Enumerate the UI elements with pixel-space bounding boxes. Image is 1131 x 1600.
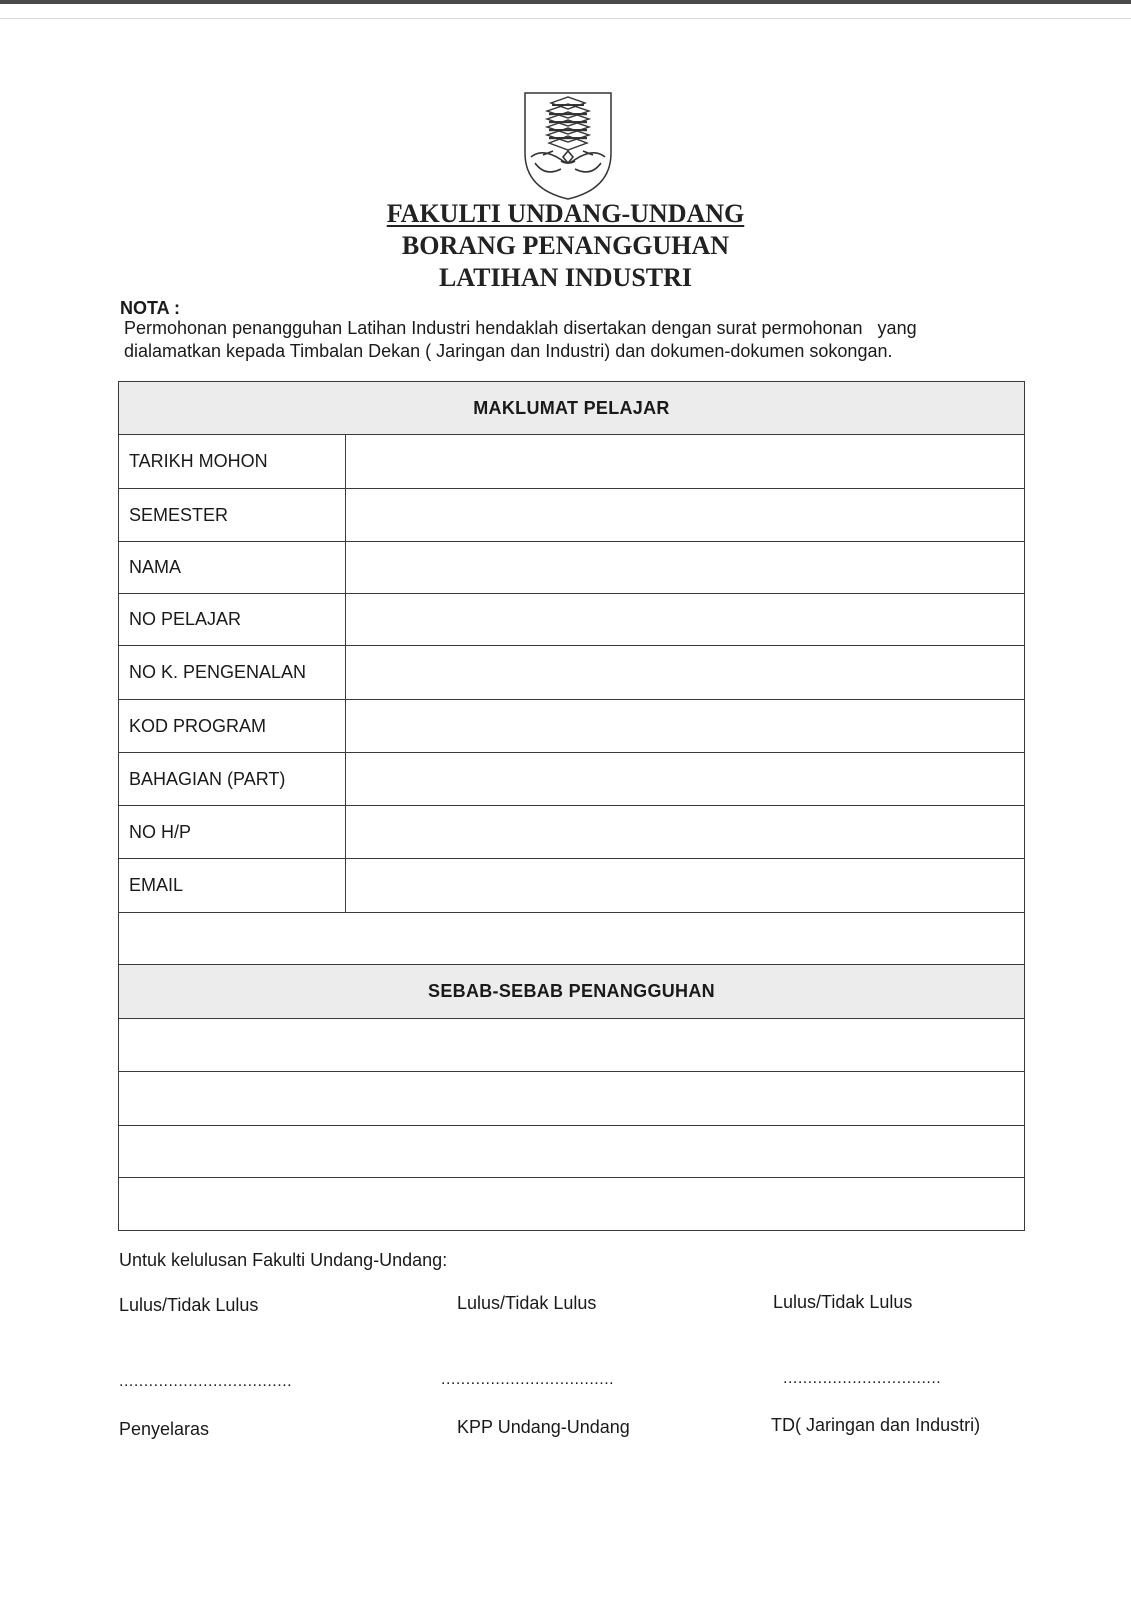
approval-status-kpp: Lulus/Tidak Lulus — [457, 1293, 597, 1313]
field-label: NAMA — [119, 542, 346, 593]
field-row-kod-program — [119, 700, 1024, 753]
no-hp-input[interactable] — [346, 806, 1024, 858]
nota-line-2: dialamatkan kepada Timbalan Dekan ( Jaringan dan Industri) dan dokumen-dokumen sokongan. — [124, 341, 893, 361]
field-label: EMAIL — [119, 859, 346, 912]
form-subtitle: LATIHAN INDUSTRI — [438, 263, 693, 292]
field-label: KOD PROGRAM — [119, 700, 346, 752]
scan-edge-top — [0, 0, 1131, 4]
field-label: TARIKH MOHON — [119, 435, 346, 488]
field-row-email — [119, 859, 1024, 913]
signatory-td: TD( Jaringan dan Industri) — [771, 1415, 981, 1435]
form-title-block — [0, 198, 1131, 294]
field-label: SEMESTER — [119, 489, 346, 541]
section-header-student-info: MAKLUMAT PELAJAR — [119, 382, 1024, 435]
university-crest-icon — [523, 91, 613, 201]
field-label: NO K. PENGENALAN — [119, 646, 346, 699]
bahagian-input[interactable] — [346, 753, 1024, 805]
field-row-no-k-pengenalan — [119, 646, 1024, 700]
field-row-semester — [119, 489, 1024, 542]
field-row-no-hp — [119, 806, 1024, 859]
approval-status-penyelaras: Lulus/Tidak Lulus — [119, 1295, 259, 1315]
signatory-kpp: KPP Undang-Undang — [457, 1417, 630, 1437]
signature-line-penyelaras: ................................... — [119, 1373, 293, 1390]
field-row-bahagian — [119, 753, 1024, 806]
tarikh-mohon-input[interactable] — [346, 435, 1024, 488]
reason-line-2[interactable] — [119, 1072, 1024, 1126]
application-form-table — [118, 381, 1025, 1231]
field-row-tarikh-mohon — [119, 435, 1024, 489]
field-label: NO PELAJAR — [119, 594, 346, 645]
nota-text — [124, 317, 1024, 363]
form-title: BORANG PENANGGUHAN — [401, 231, 730, 260]
signature-line-td: ................................ — [783, 1370, 942, 1387]
no-k-pengenalan-input[interactable] — [346, 646, 1024, 699]
signatory-penyelaras: Penyelaras — [119, 1419, 210, 1439]
email-input[interactable] — [346, 859, 1024, 912]
nota-line-1: Permohonan penangguhan Latihan Industri hendaklah disertakan dengan surat permohonan yang — [124, 318, 917, 338]
no-pelajar-input[interactable] — [346, 594, 1024, 645]
field-label: NO H/P — [119, 806, 346, 858]
approval-heading: Untuk kelulusan Fakulti Undang-Undang: — [119, 1250, 448, 1270]
faculty-title: FAKULTI UNDANG-UNDANG — [386, 199, 745, 228]
scan-edge-faint — [0, 18, 1131, 19]
spacer-row — [119, 913, 1024, 965]
kod-program-input[interactable] — [346, 700, 1024, 752]
nota-label: NOTA : — [120, 298, 180, 318]
section-header-reasons: SEBAB-SEBAB PENANGGUHAN — [119, 965, 1024, 1019]
reason-line-4[interactable] — [119, 1178, 1024, 1230]
field-row-nama — [119, 542, 1024, 594]
field-row-no-pelajar — [119, 594, 1024, 646]
signature-line-kpp: ................................... — [441, 1371, 615, 1388]
reason-line-1[interactable] — [119, 1019, 1024, 1072]
nama-input[interactable] — [346, 542, 1024, 593]
semester-input[interactable] — [346, 489, 1024, 541]
field-label: BAHAGIAN (PART) — [119, 753, 346, 805]
approval-status-td: Lulus/Tidak Lulus — [773, 1292, 913, 1312]
reason-line-3[interactable] — [119, 1126, 1024, 1178]
